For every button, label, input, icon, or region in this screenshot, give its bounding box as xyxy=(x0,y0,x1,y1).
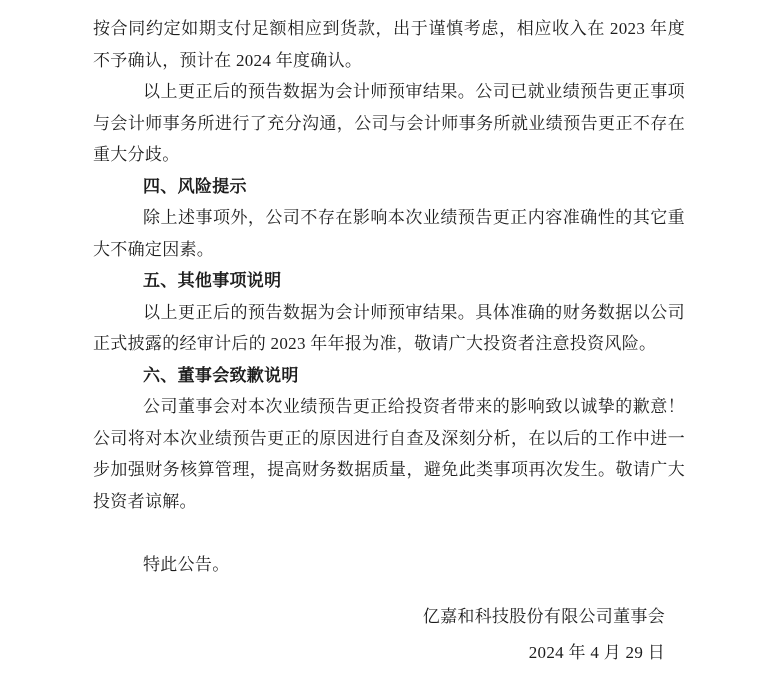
paragraph-accountant-communication: 以上更正后的预告数据为会计师预审结果。公司已就业绩预告更正事项与会计师事务所进行了充分沟通，公司与会计师事务所就业绩预告更正不存在重大分歧。 xyxy=(93,82,685,164)
section-heading-other-matters: 五、其他事项说明 xyxy=(143,271,282,290)
paragraph-other-matters: 以上更正后的预告数据为会计师预审结果。具体准确的财务数据以公司正式披露的经审计后的 2023 年年报为准，敬请广大投资者注意投资风险。 xyxy=(93,302,685,353)
closing-statement: 特此公告。 xyxy=(143,554,230,574)
paragraph-risk-warning: 除上述事项外，公司不存在影响本次业绩预告更正内容准确性的其它重大不确定因素。 xyxy=(93,208,685,259)
paragraph-board-apology: 公司董事会对本次业绩预告更正给投资者带来的影响致以诚挚的歉意！公司将对本次业绩预告更正的原因进行自查及深刻分析，在以后的工作中进一步加强财务核算管理，提高财务数据质量，避免此类事项再次发生。敬请广大投资者谅解。 xyxy=(93,397,685,511)
section-heading-board-apology: 六、董事会致歉说明 xyxy=(143,365,299,385)
paragraph-revenue-recognition: 按合同约定如期支付足额相应到货款，出于谨慎考虑，相应收入在 2023 年度不予确认，预计在 2024 年度确认。 xyxy=(93,19,685,70)
section-heading-risk-warning: 四、风险提示 xyxy=(143,176,247,196)
announcement-date: 2024 年 4 月 29 日 xyxy=(528,642,665,662)
signature-board: 亿嘉和科技股份有限公司董事会 xyxy=(422,607,665,626)
